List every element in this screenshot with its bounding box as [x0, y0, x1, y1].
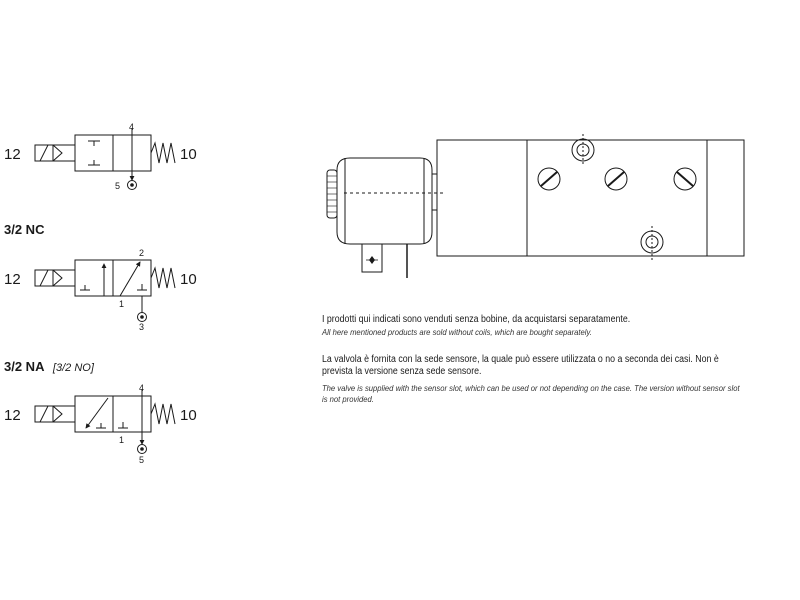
- symbol2-port-a: 1: [119, 299, 125, 309]
- spring: [151, 143, 175, 163]
- symbol3-port-a: 1: [119, 435, 125, 445]
- solenoid-nose: [53, 145, 62, 161]
- coil-body: [337, 158, 432, 244]
- valve-square-left: [75, 260, 113, 296]
- symbol2-top-port: 2: [139, 248, 145, 258]
- valve-square-left: [75, 396, 113, 432]
- symbol2-port-b: 3: [139, 322, 145, 332]
- valve-square-right: [113, 396, 151, 432]
- collar: [432, 174, 437, 210]
- note-sensor-en: The valve is supplied with the sensor slot, which can be used or not depending on the case. The version without sensor slot is not provided.: [322, 383, 740, 404]
- spring: [151, 404, 175, 424]
- symbol3-port-b: 5: [139, 455, 145, 465]
- symbol1-right-label: 10: [180, 146, 197, 163]
- solenoid-slash: [40, 270, 48, 286]
- note-coils-en: All here mentioned products are sold without coils, which are bought separately.: [322, 327, 592, 337]
- symbol2-left-label: 12: [4, 271, 21, 288]
- heading-na-main: 3/2 NA: [4, 359, 45, 374]
- heading-na: [4, 358, 95, 375]
- symbol3-right-label: 10: [180, 407, 197, 424]
- symbol3-top-port: 4: [139, 383, 145, 393]
- symbol3-left-label: 12: [4, 407, 21, 424]
- symbol1-left-label: 12: [4, 146, 21, 163]
- valve-symbol-1: [35, 128, 175, 190]
- heading-nc: 3/2 NC: [4, 222, 45, 237]
- solenoid-nose: [53, 270, 62, 286]
- solenoid-nose: [53, 406, 62, 422]
- valve-symbol-3: [35, 389, 175, 454]
- solenoid-slash: [40, 145, 48, 161]
- symbol1-top-port: 4: [129, 122, 135, 132]
- valve-drawing: [327, 134, 744, 278]
- symbol1-bottom-port: 5: [115, 181, 121, 191]
- valve-symbol-2: [35, 260, 175, 322]
- symbol2-right-label: 10: [180, 271, 197, 288]
- spring: [151, 268, 175, 288]
- solenoid-slash: [40, 406, 48, 422]
- heading-na-alt: [3/2 NO]: [52, 362, 94, 374]
- valve-square-right: [113, 260, 151, 296]
- valve-square-left: [75, 135, 113, 171]
- note-sensor-it: La valvola è fornita con la sede sensore, la quale può essere utilizzata o no a seconda dei casi. Non è prevista la versione senza sede sensore.: [322, 354, 719, 377]
- note-coils-it: I prodotti qui indicati sono venduti senza bobine, da acquistarsi separatamente.: [322, 314, 631, 325]
